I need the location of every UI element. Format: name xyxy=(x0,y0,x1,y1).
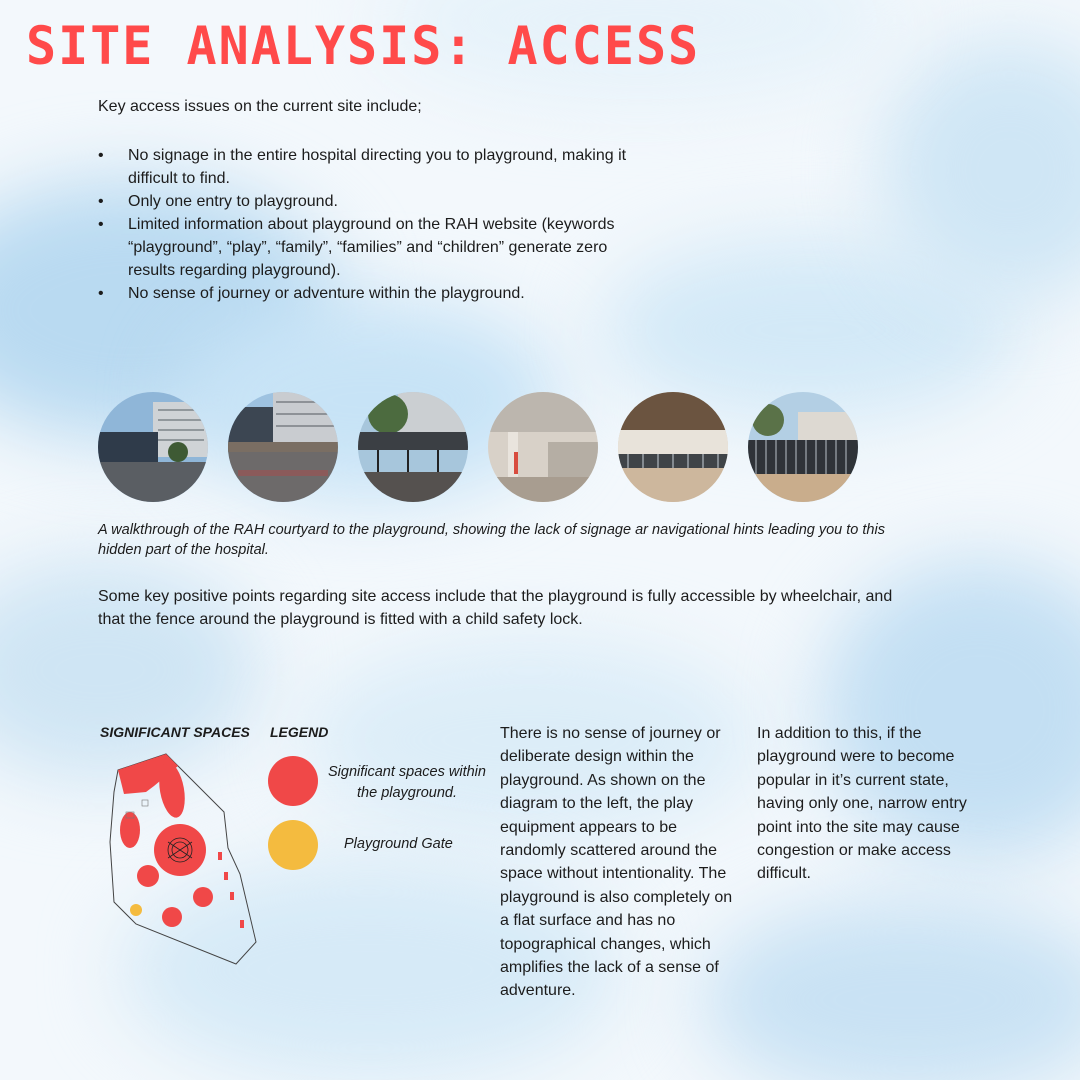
positive-points-text: Some key positive points regarding site access include that the playground is fully accessible by wheelchair, and that the fence around the playground is fitted with a child safety lock. xyxy=(98,588,893,628)
site-plan-diagram xyxy=(106,752,266,972)
legend-significant-label: Significant spaces within the playground. xyxy=(328,764,486,801)
photo-caption: A walkthrough of the RAH courtyard to the playground, showing the lack of signage ar navigational hints leading you to this hidden part of the hospital. xyxy=(98,522,885,558)
fence-photo-1 xyxy=(618,392,728,502)
intro-text: Key access issues on the current site include; xyxy=(98,98,422,115)
legend-yellow-swatch xyxy=(268,820,318,870)
list-item: • No signage in the entire hospital directing you to playground, making it difficult to find. xyxy=(98,144,658,190)
undercroft-photo xyxy=(488,392,598,502)
legend-gate-label: Playground Gate xyxy=(344,836,453,852)
courtyard-photo-2 xyxy=(228,392,338,502)
list-item: • No sense of journey or adventure within the playground. xyxy=(98,282,658,305)
journey-paragraph: There is no sense of journey or deliberate design within the playground. As shown on the diagram to the left, the play equipment appears to be randomly scattered around the space without intentionality. The playground is also completely on a flat surface and has no topographical changes, which amplifies the lack of a sense of adventure. xyxy=(500,725,733,1000)
courtyard-photo-3 xyxy=(358,392,468,502)
significant-spaces-heading: SIGNIFICANT SPACES xyxy=(100,724,250,740)
fence-photo-2 xyxy=(748,392,858,502)
courtyard-photo-1 xyxy=(98,392,208,502)
legend-red-swatch xyxy=(268,756,318,806)
legend-heading: LEGEND xyxy=(270,724,329,740)
walkthrough-photos xyxy=(98,392,878,502)
list-item: • Limited information about playground on the RAH website (keywords “playground”, “play”, “family”, “families” and “children” generate zero results regarding playground). xyxy=(98,213,658,282)
list-item: • Only one entry to playground. xyxy=(98,190,658,213)
issues-list xyxy=(98,144,658,305)
congestion-paragraph: In addition to this, if the playground were to become popular in it’s current state, having only one, narrow entry point into the site may cause congestion or make access difficult. xyxy=(757,725,967,883)
page-title: SITE ANALYSIS: ACCESS xyxy=(26,15,701,77)
